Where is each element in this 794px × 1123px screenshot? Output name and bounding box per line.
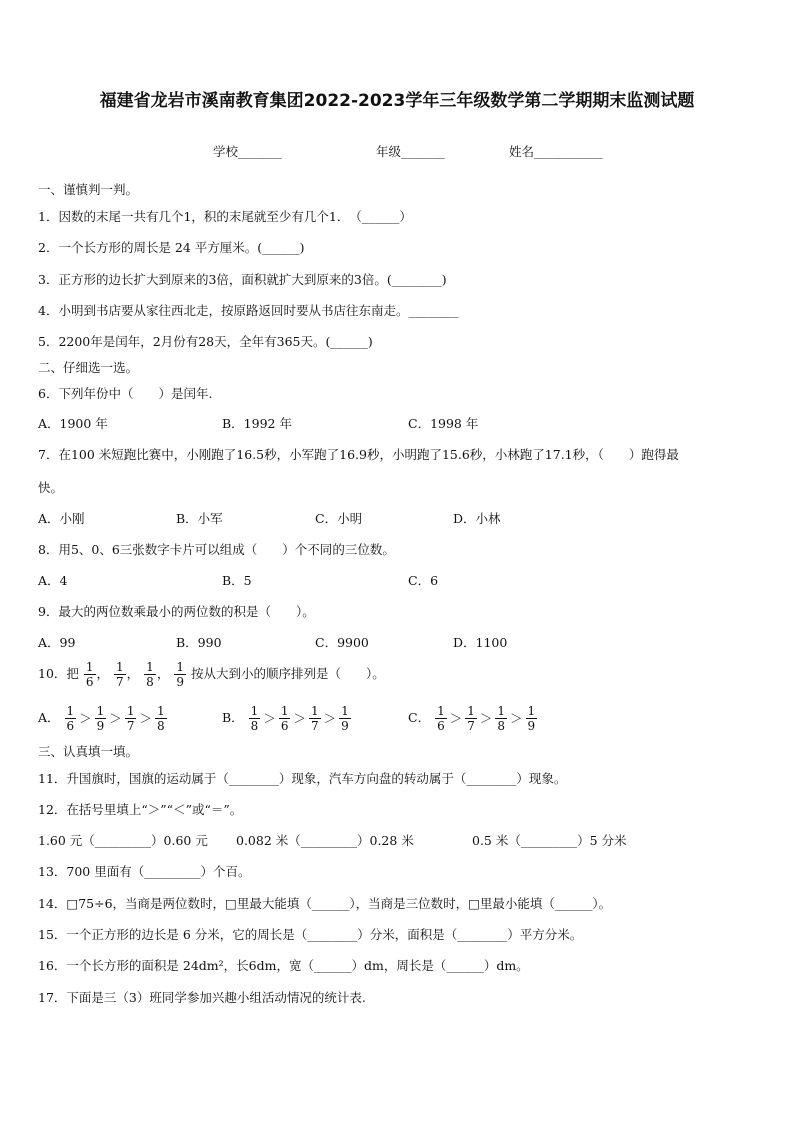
grade-field: 年级_______ [376,144,445,159]
option-c-label: C． [408,710,431,725]
fraction-1-8: $\frac{1}{8}$ [146,660,154,689]
greater-than: ＞ [479,710,493,726]
greater-than: ＞ [263,710,276,726]
question-12-part-a: 1.60 元（_________）0.60 元 [38,833,208,848]
greater-than: ＞ [109,710,122,726]
school-field: 学校_______ [213,144,282,159]
fraction-1-9: $\frac{1}{9}$ [176,660,184,689]
question-5: 5．2200年是闰年，2月份有28天，全年有365天。(______) [38,334,373,349]
question-14: 14．□75÷6，当商是两位数时，□里最大能填（______），当商是三位数时，□里最小能填（______）。 [38,896,612,911]
question-6: 6．下列年份中（ ）是闰年. [38,386,213,401]
question-4: 4．小明到书店要从家往西北走，按原路返回时要从书店往东南走。________ [38,303,459,318]
question-6-option-b: B．1992 年 [222,416,292,431]
fraction-1-7: $\frac{1}{7}$ [116,660,124,689]
greater-than: ＞ [79,710,92,726]
question-9-option-c: C．9900 [315,635,369,650]
question-10-suffix: 按从大到小的顺序排列是（ ）。 [190,666,385,681]
question-8: 8．用5、0、6三张数字卡片可以组成（ ）个不同的三位数。 [38,542,395,557]
section-heading-1: 一、谨慎判一判。 [38,182,139,197]
fraction-1-9: $\frac{1}{9}$ [96,704,105,733]
fraction-1-7: $\frac{1}{7}$ [467,704,475,733]
question-6-option-c: C．1998 年 [408,416,479,431]
fraction-1-8: $\frac{1}{8}$ [250,704,259,733]
question-13: 13．700 里面有（_________）个百。 [38,864,251,879]
question-8-option-a: A．4 [38,573,68,588]
comma: ， [156,666,170,681]
question-9: 9．最大的两位数乘最小的两位数的积是（ ）。 [38,604,315,619]
question-7-option-c: C．小明 [315,511,363,526]
greater-than: ＞ [449,710,463,726]
question-12-part-b: 0.082 米（_________）0.28 米 [236,833,414,848]
question-7-continued: 快。 [38,480,64,495]
question-7-option-a: A．小刚 [38,511,85,526]
question-7-option-b: B．小军 [176,511,223,526]
name-field: 姓名___________ [509,144,603,159]
section-heading-3: 三、认真填一填。 [38,744,139,759]
question-9-option-d: D．1100 [453,635,508,650]
fraction-1-9: $\frac{1}{9}$ [341,704,349,733]
question-10-prefix: 10．把 [38,666,79,681]
question-7-option-d: D．小林 [453,511,501,526]
fraction-1-7: $\frac{1}{7}$ [310,704,319,733]
question-15: 15．一个正方形的边长是 6 分米，它的周长是（________）分米，面积是（________）平方分米。 [38,927,583,942]
option-a-label: A． [38,710,60,725]
fraction-1-6: $\frac{1}{6}$ [280,704,289,733]
section-heading-2: 二、仔细选一选。 [38,360,139,375]
fraction-1-6: $\frac{1}{6}$ [66,704,75,733]
greater-than: ＞ [510,710,523,726]
question-10-option-b [222,704,352,733]
question-2: 2．一个长方形的周长是 24 平方厘米。(______) [38,240,305,255]
question-6-option-a: A．1900 年 [38,416,108,431]
question-9-option-a: A．99 [38,635,76,650]
fraction-1-8: $\frac{1}{8}$ [156,704,165,733]
question-12-part-c: 0.5 米（_________）5 分米 [472,833,627,848]
question-10-option-c [408,704,538,733]
question-12: 12．在括号里填上“＞”“＜”或“＝”。 [38,802,243,817]
question-8-option-c: C．6 [408,573,439,588]
fraction-1-8: $\frac{1}{8}$ [497,704,506,733]
page-title: 福建省龙岩市溪南教育集团2022-2023学年三年级数学第二学期期末监测试题 [99,91,695,111]
comma: ， [126,666,140,681]
fraction-1-9: $\frac{1}{9}$ [527,704,536,733]
question-8-option-b: B．5 [222,573,252,588]
question-10 [38,660,385,689]
greater-than: ＞ [323,710,337,726]
question-7: 7．在100 米短跑比赛中，小刚跑了16.5秒，小军跑了16.9秒，小明跑了15.6秒，小林跑了17.1秒，（ ）跑得最 [38,447,679,462]
question-17: 17．下面是三（3）班同学参加兴趣小组活动情况的统计表. [38,990,366,1005]
question-1: 1．因数的末尾一共有几个1，积的末尾就至少有几个1． （______） [38,209,412,224]
fraction-1-6: $\frac{1}{6}$ [85,660,94,689]
comma: ， [96,666,110,681]
question-11: 11．升国旗时，国旗的运动属于（________）现象，汽车方向盘的转动属于（________）现象。 [38,771,567,786]
option-b-label: B． [222,710,244,725]
question-3: 3．正方形的边长扩大到原来的3倍，面积就扩大到原来的3倍。(________) [38,272,447,287]
question-16: 16．一个长方形的面积是 24dm²，长6dm，宽（______）dm，周长是（______）dm。 [38,958,529,973]
greater-than: ＞ [293,710,306,726]
fraction-1-6: $\frac{1}{6}$ [437,704,445,733]
question-9-option-b: B．990 [176,635,222,650]
greater-than: ＞ [139,710,152,726]
question-10-option-a [38,704,168,733]
fraction-1-7: $\frac{1}{7}$ [126,704,135,733]
